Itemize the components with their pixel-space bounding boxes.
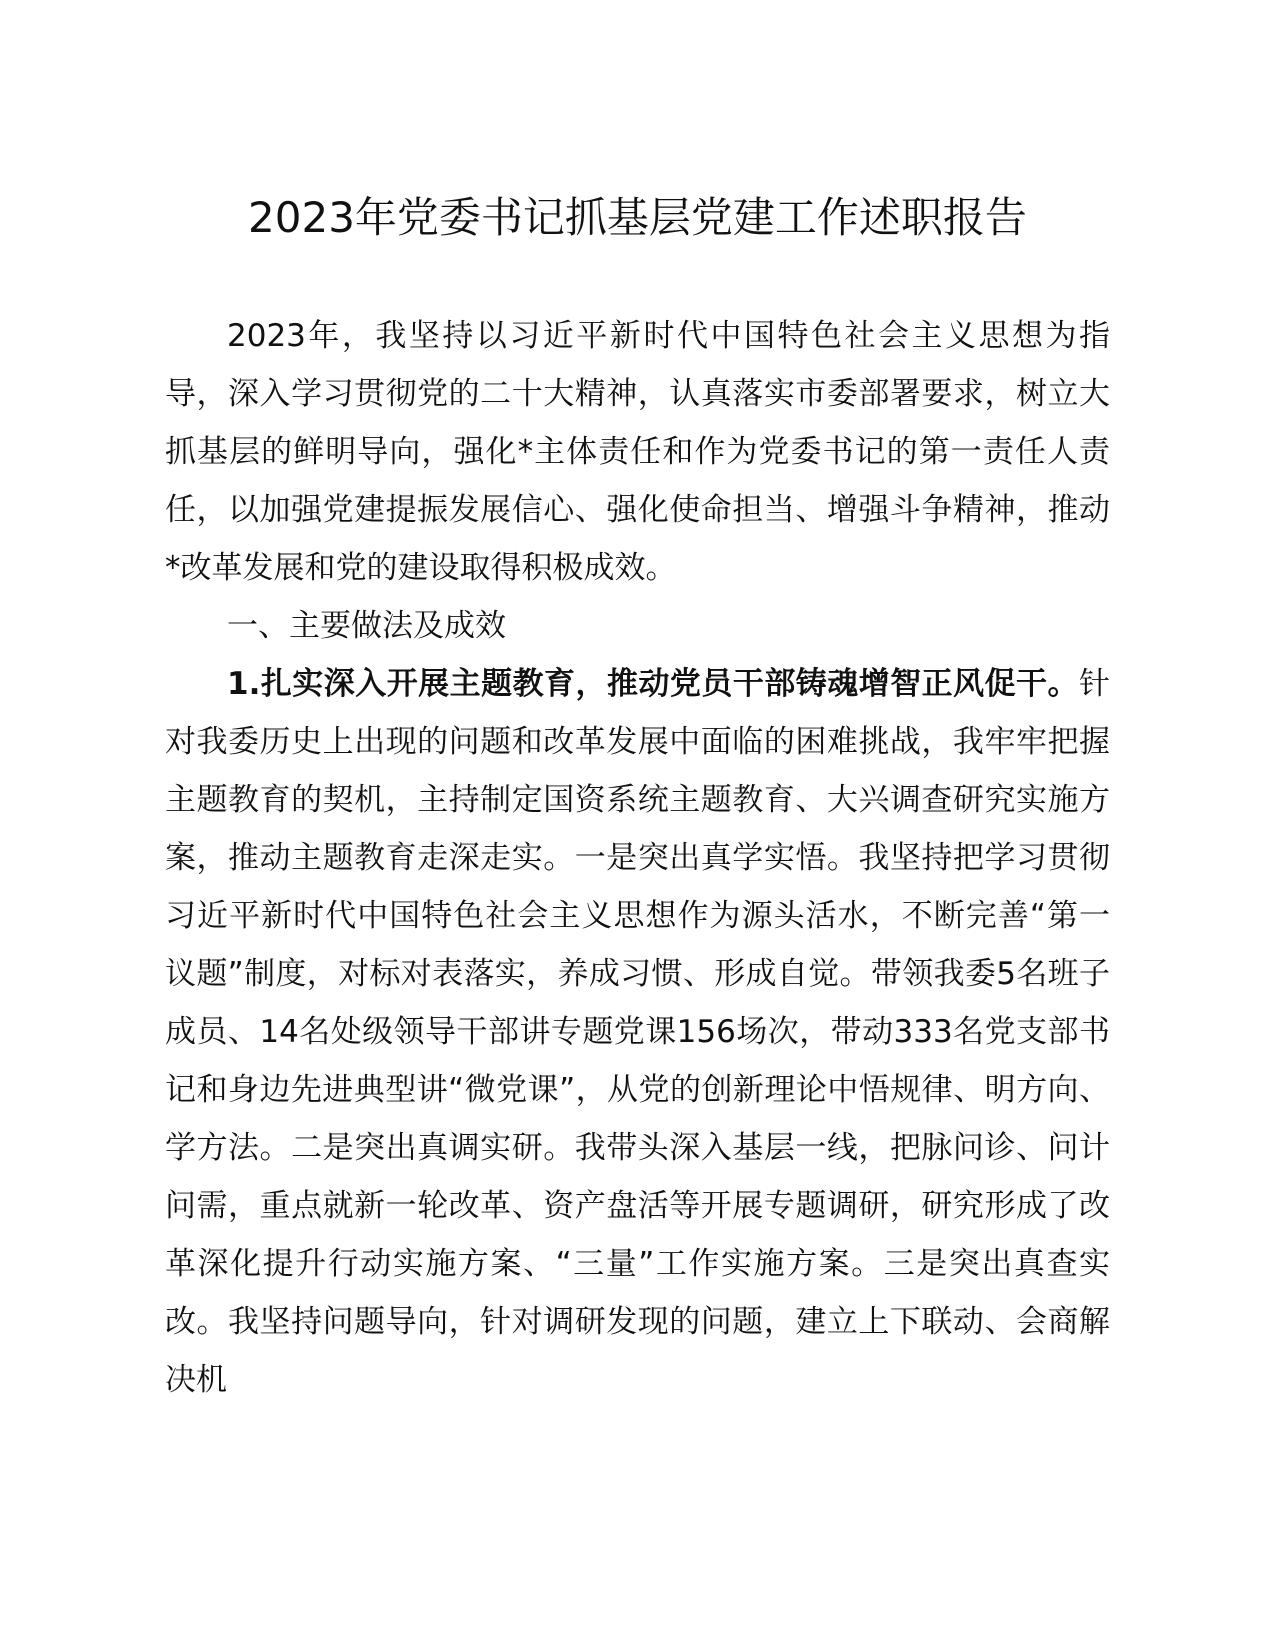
section-heading: 一、主要做法及成效	[227, 608, 506, 644]
item-heading: 1.扎实深入开展主题教育，推动党员干部铸魂增智正风促干。	[227, 666, 1079, 702]
document-title: 2023年党委书记抓基层党建工作述职报告	[248, 193, 1027, 242]
item-paragraph	[165, 655, 1110, 1409]
item-body-text: 针对我委历史上出现的问题和改革发展中面临的困难挑战，我牢牢把握主题教育的契机，主持制定国资系统主题教育、大兴调查研究实施方案，推动主题教育走深走实。一是突出真学实悟。我坚持把学习贯彻习近平新时代中国特色社会主义思想作为源头活水，不断完善“第一议题”制度，对标对表落实，养成习惯、形成自觉。带领我委5名班子成员、14名处级领导干部讲专题党课156场次，带动333名党支部书记和身边先进典型讲“微党课”，从党的创新理论中悟规律、明方向、学方法。二是突出真调实研。我带头深入基层一线，把脉问诊、问计问需，重点就新一轮改革、资产盘活等开展专题调研，研究形成了改革深化提升行动实施方案、“三量”工作实施方案。三是突出真查实改。我坚持问题导向，针对调研发现的问题，建立上下联动、会商解决机	[165, 666, 1110, 1398]
intro-paragraph: 2023年，我坚持以习近平新时代中国特色社会主义思想为指导，深入学习贯彻党的二十大精神，认真落实市委部署要求，树立大抓基层的鲜明导向，强化*主体责任和作为党委书记的第一责任人责任，以加强党建提振发展信心、强化使命担当、增强斗争精神，推动*改革发展和党的建设取得积极成效。	[165, 318, 1110, 586]
document-body	[165, 307, 1110, 1409]
